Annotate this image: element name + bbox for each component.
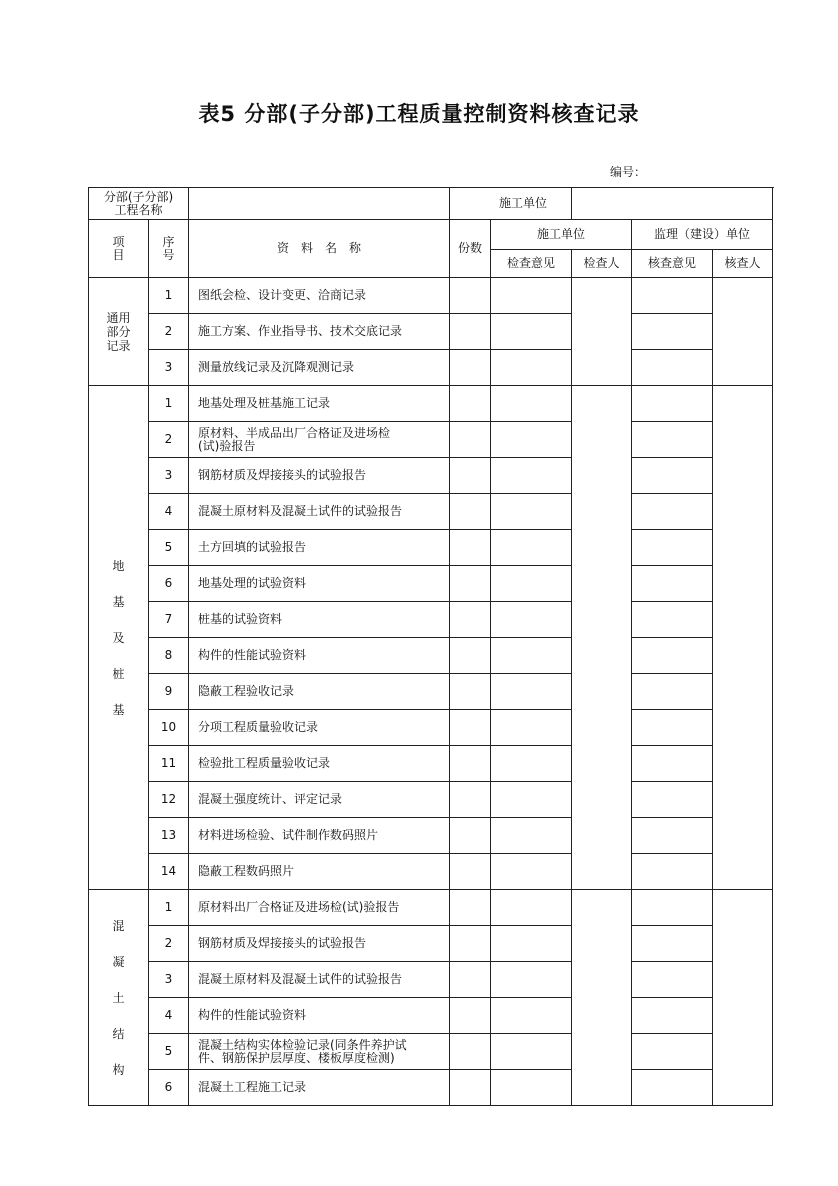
row-number: 4: [149, 998, 189, 1034]
document-name: 检验批工程质量验收记录: [189, 746, 450, 782]
check-opinion-cell[interactable]: [491, 962, 572, 998]
row-number: 12: [149, 782, 189, 818]
row-number: 10: [149, 710, 189, 746]
copies-cell[interactable]: [450, 602, 491, 638]
check-opinion-cell[interactable]: [491, 1070, 572, 1106]
document-name: 图纸会检、设计变更、洽商记录: [189, 278, 450, 314]
check-opinion-cell[interactable]: [491, 422, 572, 458]
document-name: 原材料、半成品出厂合格证及进场检 (试)验报告: [189, 422, 450, 458]
row-number: 9: [149, 674, 189, 710]
row-number: 5: [149, 1034, 189, 1070]
table-row: [89, 1034, 773, 1070]
row-number: 1: [149, 278, 189, 314]
check-opinion-cell[interactable]: [491, 1034, 572, 1070]
copies-cell[interactable]: [450, 710, 491, 746]
document-name: 构件的性能试验资料: [189, 638, 450, 674]
check-opinion-cell[interactable]: [491, 638, 572, 674]
table-body: [89, 278, 773, 1106]
review-opinion-cell[interactable]: [632, 638, 713, 674]
section-label: 地 基 及 桩 基: [89, 386, 149, 890]
table-row: [89, 998, 773, 1034]
table-row: [89, 566, 773, 602]
document-name: 构件的性能试验资料: [189, 998, 450, 1034]
row-number: 3: [149, 458, 189, 494]
check-opinion-cell[interactable]: [491, 890, 572, 926]
row-number: 7: [149, 602, 189, 638]
document-name: 混凝土原材料及混凝土试件的试验报告: [189, 962, 450, 998]
review-opinion-cell[interactable]: [632, 602, 713, 638]
document-name: 施工方案、作业指导书、技术交底记录: [189, 314, 450, 350]
table-row: [89, 350, 773, 386]
checker-header: 检查人: [572, 250, 632, 278]
contractor-group-header: 施工单位: [491, 220, 632, 250]
review-opinion-cell[interactable]: [632, 494, 713, 530]
check-opinion-cell[interactable]: [491, 494, 572, 530]
copies-cell[interactable]: [450, 494, 491, 530]
checker-cell[interactable]: [572, 386, 632, 890]
check-opinion-cell[interactable]: [491, 998, 572, 1034]
copies-cell[interactable]: [450, 638, 491, 674]
document-name: 钢筋材质及焊接接头的试验报告: [189, 926, 450, 962]
contractor-label: 施工单位: [450, 188, 572, 220]
table-row: [89, 278, 773, 314]
review-opinion-cell[interactable]: [632, 782, 713, 818]
check-opinion-cell[interactable]: [491, 926, 572, 962]
row-number: 2: [149, 926, 189, 962]
review-opinion-cell[interactable]: [632, 1070, 713, 1106]
copies-cell[interactable]: [450, 458, 491, 494]
check-opinion-cell[interactable]: [491, 746, 572, 782]
row-number: 13: [149, 818, 189, 854]
table-row: [89, 854, 773, 890]
document-name: 地基处理及桩基施工记录: [189, 386, 450, 422]
reviewer-cell[interactable]: [713, 278, 773, 386]
table-row: [89, 386, 773, 422]
copies-cell[interactable]: [450, 962, 491, 998]
check-opinion-cell[interactable]: [491, 818, 572, 854]
table-row: [89, 458, 773, 494]
check-opinion-cell[interactable]: [491, 386, 572, 422]
review-opinion-cell[interactable]: [632, 386, 713, 422]
row-number: 5: [149, 530, 189, 566]
row-number: 6: [149, 566, 189, 602]
review-opinion-cell[interactable]: [632, 746, 713, 782]
review-opinion-cell[interactable]: [632, 566, 713, 602]
project-name-label: 分部(子分部) 工程名称: [89, 188, 189, 220]
review-opinion-cell[interactable]: [632, 926, 713, 962]
row-number: 1: [149, 890, 189, 926]
review-opinion-cell[interactable]: [632, 890, 713, 926]
copies-cell[interactable]: [450, 314, 491, 350]
table-row: [89, 422, 773, 458]
review-opinion-cell[interactable]: [632, 674, 713, 710]
seq-header: 序 号: [149, 220, 189, 278]
review-opinion-cell[interactable]: [632, 278, 713, 314]
copies-cell[interactable]: [450, 1034, 491, 1070]
row-number: 3: [149, 962, 189, 998]
table-row: [89, 602, 773, 638]
review-opinion-cell[interactable]: [632, 854, 713, 890]
table-row: [89, 782, 773, 818]
inspection-table: [88, 187, 773, 1106]
table-row: [89, 314, 773, 350]
table-row: [89, 494, 773, 530]
reviewer-header: 核查人: [713, 250, 773, 278]
row-number: 2: [149, 422, 189, 458]
review-opinion-cell[interactable]: [632, 818, 713, 854]
copies-cell[interactable]: [450, 782, 491, 818]
review-opinion-header: 核查意见: [632, 250, 713, 278]
check-opinion-cell[interactable]: [491, 278, 572, 314]
document-name: 混凝土工程施工记录: [189, 1070, 450, 1106]
review-opinion-cell[interactable]: [632, 998, 713, 1034]
review-opinion-cell[interactable]: [632, 1034, 713, 1070]
section-label: 混 凝 土 结 构: [89, 890, 149, 1106]
review-opinion-cell[interactable]: [632, 314, 713, 350]
copies-cell[interactable]: [450, 278, 491, 314]
check-opinion-cell[interactable]: [491, 602, 572, 638]
page-title: 表5 分部(子分部)工程质量控制资料核查记录: [198, 102, 640, 126]
row-number: 8: [149, 638, 189, 674]
document-name: 原材料出厂合格证及进场检(试)验报告: [189, 890, 450, 926]
row-number: 1: [149, 386, 189, 422]
copies-cell[interactable]: [450, 674, 491, 710]
table-row: [89, 530, 773, 566]
row-number: 14: [149, 854, 189, 890]
document-name: 钢筋材质及焊接接头的试验报告: [189, 458, 450, 494]
copies-cell[interactable]: [450, 926, 491, 962]
document-name: 测量放线记录及沉降观测记录: [189, 350, 450, 386]
check-opinion-cell[interactable]: [491, 782, 572, 818]
check-opinion-cell[interactable]: [491, 854, 572, 890]
copies-cell[interactable]: [450, 890, 491, 926]
check-opinion-header: 检查意见: [491, 250, 572, 278]
review-opinion-cell[interactable]: [632, 962, 713, 998]
item-header: 项 目: [89, 220, 149, 278]
copies-cell[interactable]: [450, 350, 491, 386]
project-name-field[interactable]: [189, 188, 450, 220]
document-name: 隐蔽工程数码照片: [189, 854, 450, 890]
table-row: [89, 746, 773, 782]
check-opinion-cell[interactable]: [491, 710, 572, 746]
document-name: 隐蔽工程验收记录: [189, 674, 450, 710]
document-name: 地基处理的试验资料: [189, 566, 450, 602]
document-name: 桩基的试验资料: [189, 602, 450, 638]
copies-cell[interactable]: [450, 998, 491, 1034]
document-name: 土方回填的试验报告: [189, 530, 450, 566]
table-row: [89, 674, 773, 710]
code-label: 编号：: [610, 165, 647, 179]
check-opinion-cell[interactable]: [491, 350, 572, 386]
row-number: 4: [149, 494, 189, 530]
copies-cell[interactable]: [450, 566, 491, 602]
review-opinion-cell[interactable]: [632, 530, 713, 566]
section-label: 通用 部分 记录: [89, 278, 149, 386]
doc-name-header: 资 料 名 称: [189, 220, 450, 278]
review-opinion-cell[interactable]: [632, 710, 713, 746]
copies-cell[interactable]: [450, 1070, 491, 1106]
check-opinion-cell[interactable]: [491, 530, 572, 566]
check-opinion-cell[interactable]: [491, 566, 572, 602]
review-opinion-cell[interactable]: [632, 350, 713, 386]
table-row: [89, 890, 773, 926]
row-number: 11: [149, 746, 189, 782]
row-number: 3: [149, 350, 189, 386]
copies-cell[interactable]: [450, 386, 491, 422]
check-opinion-cell[interactable]: [491, 674, 572, 710]
table-row: [89, 818, 773, 854]
document-name: 材料进场检验、试件制作数码照片: [189, 818, 450, 854]
contractor-field[interactable]: [572, 188, 773, 220]
table-row: [89, 962, 773, 998]
table-row: [89, 710, 773, 746]
checker-cell[interactable]: [572, 278, 632, 386]
copies-cell[interactable]: [450, 530, 491, 566]
copies-cell[interactable]: [450, 422, 491, 458]
row-number: 6: [149, 1070, 189, 1106]
review-opinion-cell[interactable]: [632, 422, 713, 458]
supervisor-group-header: 监理（建设）单位: [632, 220, 773, 250]
copies-cell[interactable]: [450, 818, 491, 854]
check-opinion-cell[interactable]: [491, 314, 572, 350]
copies-cell[interactable]: [450, 854, 491, 890]
copies-header: 份数: [450, 220, 491, 278]
document-name: 混凝土原材料及混凝土试件的试验报告: [189, 494, 450, 530]
reviewer-cell[interactable]: [713, 890, 773, 1106]
reviewer-cell[interactable]: [713, 386, 773, 890]
table-row: [89, 1070, 773, 1106]
document-name: 混凝土结构实体检验记录(同条件养护试 件、钢筋保护层厚度、楼板厚度检测): [189, 1034, 450, 1070]
review-opinion-cell[interactable]: [632, 458, 713, 494]
check-opinion-cell[interactable]: [491, 458, 572, 494]
table-row: [89, 638, 773, 674]
checker-cell[interactable]: [572, 890, 632, 1106]
table-row: [89, 926, 773, 962]
document-name: 分项工程质量验收记录: [189, 710, 450, 746]
row-number: 2: [149, 314, 189, 350]
document-name: 混凝土强度统计、评定记录: [189, 782, 450, 818]
copies-cell[interactable]: [450, 746, 491, 782]
